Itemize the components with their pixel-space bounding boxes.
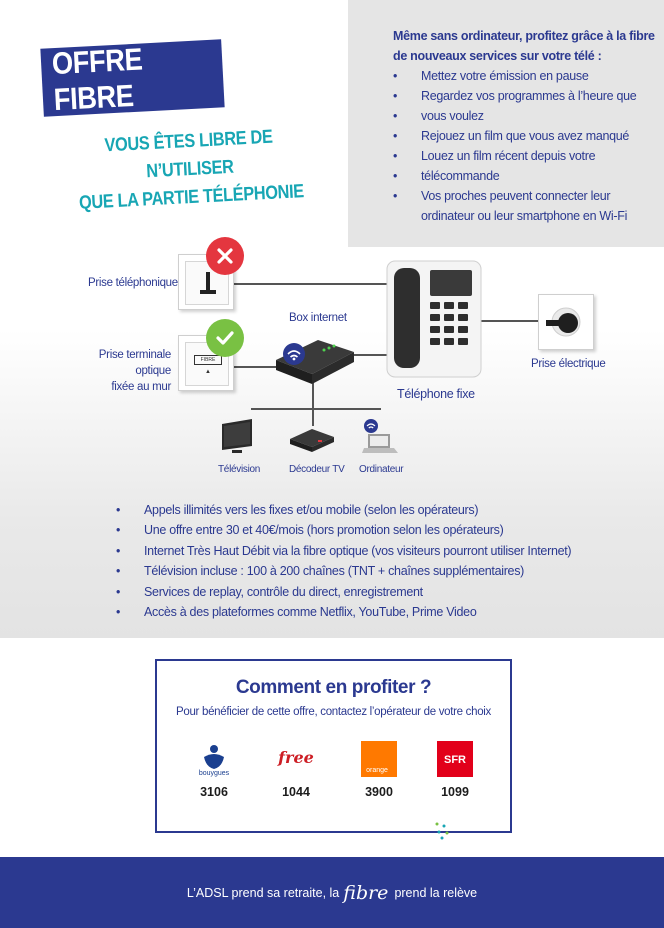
optical-socket-plate: FIBRE bbox=[194, 355, 222, 365]
footer-banner bbox=[0, 857, 664, 928]
laptop-icon bbox=[360, 418, 400, 456]
footer-text-before: L’ADSL prend sa retraite, la bbox=[186, 885, 340, 900]
box-label: Box internet bbox=[289, 312, 347, 324]
operator-orange[interactable] bbox=[349, 741, 409, 799]
subtitle bbox=[38, 120, 342, 220]
feature-item: • Services de replay, contrôle du direct, enregistrement bbox=[116, 582, 636, 602]
arrow-icon: ▲ bbox=[205, 369, 211, 375]
decoder-icon bbox=[288, 425, 336, 453]
bouygues-logo-text: bouygues bbox=[198, 770, 230, 777]
tv-icon bbox=[218, 418, 254, 456]
banner-title: OFFRE FIBRE bbox=[51, 41, 144, 118]
tv-label: Télévision bbox=[218, 464, 261, 475]
landline-label: Téléphone fixe bbox=[397, 387, 475, 401]
service-item: • Mettez votre émission en pause bbox=[393, 66, 655, 86]
bouygues-logo bbox=[196, 741, 232, 777]
operator-sfr[interactable] bbox=[425, 741, 485, 799]
optical-socket-label: Prise terminale optique fixée au mur bbox=[98, 349, 171, 393]
computer-label: Ordinateur bbox=[359, 464, 404, 475]
service-item: • télécommande bbox=[393, 166, 655, 186]
phone-socket-label: Prise téléphonique bbox=[88, 277, 178, 289]
feature-item: • Accès à des plateformes comme Netflix, YouTube, Prime Video bbox=[116, 602, 636, 622]
operator-code: 1099 bbox=[441, 785, 469, 799]
services-intro: Même sans ordinateur, profitez grâce à la fibre de nouveaux services sur votre télé : bbox=[393, 29, 655, 63]
orange-logo bbox=[361, 741, 397, 777]
service-item: • Vos proches peuvent connecter leur ordinateur ou leur smartphone en Wi-Fi bbox=[393, 186, 655, 226]
operator-bouygues[interactable] bbox=[184, 741, 244, 799]
fibre-logo: fibre bbox=[343, 881, 389, 904]
orange-logo-icon bbox=[361, 741, 397, 777]
connector-line bbox=[350, 354, 390, 356]
feature-item: • Appels illimités vers les fixes et/ou mobile (selon les opérateurs) bbox=[116, 500, 636, 520]
free-logo-text: free bbox=[278, 748, 314, 767]
operator-free[interactable] bbox=[266, 741, 326, 799]
service-item: • vous voulez bbox=[393, 106, 655, 126]
power-socket bbox=[538, 294, 594, 350]
internet-box-icon bbox=[272, 330, 356, 388]
connector-line bbox=[232, 283, 390, 285]
sparkle-dots-icon bbox=[433, 820, 455, 842]
free-logo-icon bbox=[272, 741, 320, 777]
power-plug-icon bbox=[538, 294, 594, 350]
feature-item: • Une offre entre 30 et 40€/mois (hors promotion selon les opérateurs) bbox=[116, 520, 636, 540]
subtitle-line: QUE LA PARTIE TÉLÉPHONIE bbox=[78, 181, 305, 214]
service-item: • Rejouez un film que vous avez manqué bbox=[393, 126, 655, 146]
power-socket-label: Prise électrique bbox=[531, 358, 606, 370]
service-item: • Louez un film récent depuis votre bbox=[393, 146, 655, 166]
subtitle-line: VOUS ÊTES LIBRE DE N’UTILISER bbox=[103, 126, 274, 183]
orange-logo-text: orange bbox=[366, 767, 388, 774]
operator-code: 3106 bbox=[200, 785, 228, 799]
services-list bbox=[393, 66, 655, 226]
offer-subtitle: Pour bénéficier de cette offre, contactez l’opérateur de votre choix bbox=[176, 706, 491, 718]
connector-line bbox=[312, 382, 314, 426]
operator-code: 3900 bbox=[365, 785, 393, 799]
operator-code: 1044 bbox=[282, 785, 310, 799]
bouygues-logo-icon bbox=[196, 741, 232, 777]
footer-text-after: prend la relève bbox=[394, 885, 478, 900]
connector-line bbox=[251, 408, 381, 410]
title-banner bbox=[40, 39, 224, 116]
offer-box bbox=[155, 659, 512, 833]
allowed-badge bbox=[206, 319, 244, 357]
sfr-logo-icon bbox=[437, 741, 473, 777]
offer-title: Comment en profiter ? bbox=[235, 677, 432, 698]
forbidden-badge bbox=[206, 237, 244, 275]
close-icon bbox=[215, 246, 235, 266]
feature-item: • Internet Très Haut Débit via la fibre optique (vos visiteurs pourront utiliser Internet) bbox=[116, 541, 636, 561]
sfr-logo-text: SFR bbox=[444, 754, 466, 766]
sfr-logo bbox=[437, 741, 473, 777]
free-logo bbox=[278, 741, 314, 777]
check-icon bbox=[214, 327, 236, 349]
landline-phone-icon bbox=[386, 260, 482, 378]
service-item: • Regardez vos programmes à l’heure que bbox=[393, 86, 655, 106]
feature-item: • Télévision incluse : 100 à 200 chaînes (TNT + chaînes supplémentaires) bbox=[116, 561, 636, 581]
feature-list bbox=[116, 500, 636, 622]
decoder-label: Décodeur TV bbox=[289, 464, 345, 475]
